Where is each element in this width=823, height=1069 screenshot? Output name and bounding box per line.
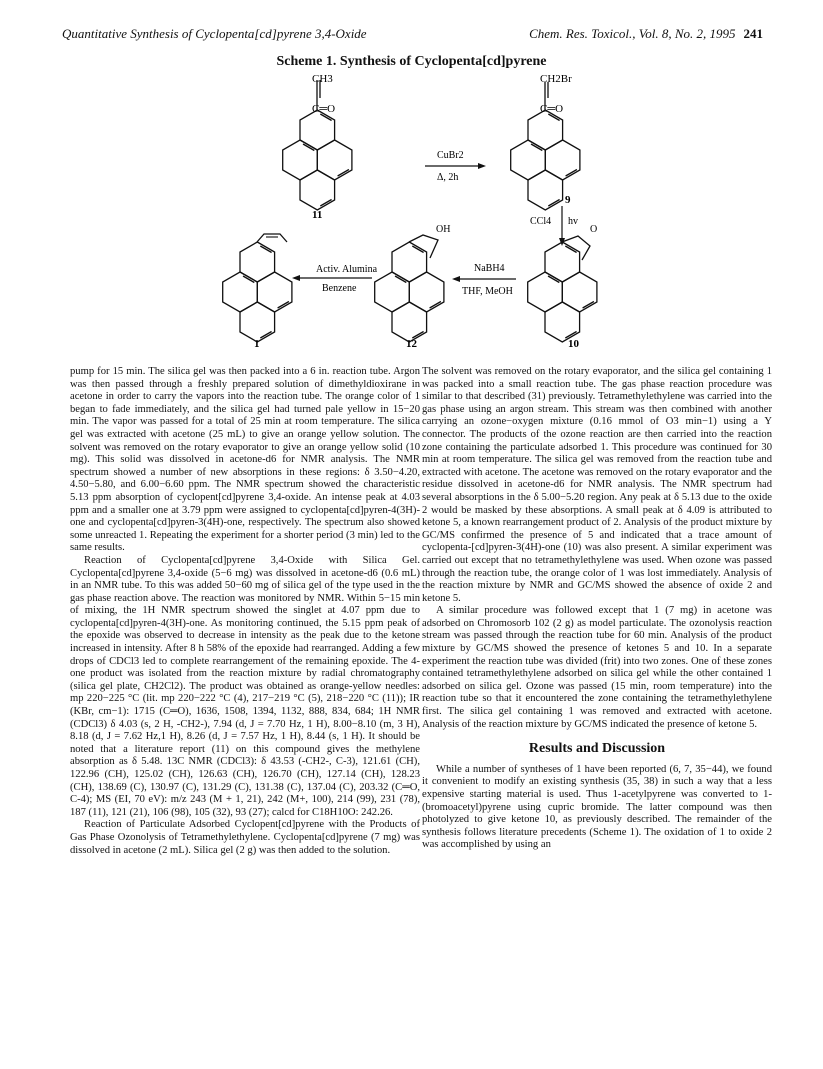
compound-10-structure <box>528 242 597 342</box>
compound-1-structure <box>223 242 292 342</box>
ccl4-label: CCl4 <box>530 216 552 227</box>
compound-9-label: 9 <box>565 194 571 206</box>
co-label-11: C═O <box>312 103 336 115</box>
paragraph: Reaction of Cyclopenta[cd]pyrene 3,4-Oxide with Silica Gel. Cyclopenta[cd]pyrene 3,4-oxide (5−6 mg) was dissolved in acetone-d6 (0.6 mL) in an NMR tube. To this was added 50−60 mg of silica gel of the type used in the gas phase reaction above. The reaction was monitored by NMR. Within 5−15 min of mixing, the 1H NMR spectrum showed the singlet at 4.07 ppm due to cyclopenta[cd]pyren-4(3H)-one. As monitoring continued, the 5.15 ppm peak of the epoxide was observed to decrease in intensity as the peak due to the ketone increased in intensity. After 8 h 58% of the epoxide had rearranged. Adding a few drops of CDCl3 led to complete rearrangement of the remaining epoxide. The 4-one product was isolated from the reaction mixture by radial chromatography (silica gel plate, CH2Cl2). The product was obtained as orange-yellow needles: mp 220−225 °C (lit. mp 220−222 °C (4), 217−219 °C (5), 218−220 °C (11)); IR (KBr, cm−1): 1715 (C═O), 1636, 1508, 1394, 1132, 888, 834, 684; 1H NMR (CDCl3) δ 4.03 (s, 2 H, -CH2-), 7.94 (d, J = 7.70 Hz, 1 H), 8.00−8.10 (m, 3 H), 8.18 (d, J = 7.62 Hz,1 H), 8.26 (d, J = 7.57 Hz, 1 H), 8.44 (s, 1 H). It should be noted that a literature report (11) on this compound gives the methylene absorption as δ 5.48. 13C NMR (CDCl3): δ 43.53 (-CH2-, C-3), 121.61 (CH), 122.96 (CH), 125.02 (CH), 126.63 (CH), 126.70 (CH), 127.14 (CH), 128.23 (CH), 138.69 (C), 130.97 (C), 131.29 (C), 131.38 (C), 137.04 (C), 203.32 (C═O, C-4); MS (EI, 70 eV): m/z 243 (M + 1, 21), 242 (M+, 100), 214 (99), 231 (78), 187 (11), 121 (21), 106 (98), 105 (32), 93 (27); calcd for C18H10O: 242.26. <box>70 554 420 818</box>
section-heading: Results and Discussion <box>528 741 666 757</box>
compound-11-structure <box>283 110 352 210</box>
paragraph: pump for 15 min. The silica gel was then packed into a 6 in. reaction tube. Argon was then passed through a freshly prepared solution of dimethyldioxirane in acetone in order to carry the vapors into the reaction tube. The orange color of 1 began to fade immediately, and the silica gel had turned pale yellow in 15−20 min. The vapor was passed for a total of 25 min at room temperature. The silica gel was extracted with acetone (25 mL) to give an orange yellow solution. The solvent was removed on the rotary evaporator to give an orange yellow solid (10 mg). This solid was dissolved in acetone-d6 for NMR analysis. The NMR spectrum showed a number of new absorptions in these regions: δ 3.50−4.20, 4.50−5.80, and 6.00−6.60 ppm. The NMR spectrum showed the characteristic 5.13 ppm absorption of cyclopent[cd]pyrene 3,4-oxide. An intense peak at 4.03 ppm and a smaller one at 3.79 ppm were assigned to cyclopenta[cd]pyren-4(3H)-one and cyclopenta[cd]pyren-3(4H)-one, respectively. The spectrum also showed some unreacted 1. Repeating the experiment for a shorter period (3 min) led to the same results. <box>70 366 420 554</box>
compound-12-label: 12 <box>406 338 417 350</box>
co-label-9: C═O <box>540 103 564 115</box>
ch3-label: CH3 <box>312 73 333 85</box>
hv-label: hv <box>568 216 578 227</box>
paragraph: A similar procedure was followed except that 1 (7 mg) in acetone was adsorbed on Chromosorb 102 (2 g) as model particulate. The ozonolysis reaction stream was passed through the reaction tube for 60 min. Analysis of the product mixture by GC/MS showed the presence of ketones 5 and 10. In a separate experiment the reaction tube was divided (frit) into two zones. One of these zones contained tetramethylethylene adsorbed on silica gel while the other contained 1 adsorbed on silica gel. Ozone was passed (15 min, room temperature) into the reaction tube so that it encountered the zone containing the tetramethylethylene first. The silica gel containing 1 was removed and extracted with acetone. Analysis of the reaction mixture by GC/MS indicated the presence of ketone 5. <box>422 605 772 730</box>
paragraph: Reaction of Particulate Adsorbed Cyclopent[cd]pyrene with the Products of Gas Phase Ozonolysis of Tetramethylethylene. Cyclopenta[cd]pyrene (7 mg) was dissolved in acetone (2 mL). Silica gel (2 g) was then added to the solution. <box>70 819 420 856</box>
scheme-title: Scheme 1. Synthesis of Cyclopenta[cd]pyrene <box>276 54 547 69</box>
conditions-label: Δ, 2h <box>437 172 459 183</box>
scheme-diagram <box>0 70 823 360</box>
paragraph: The solvent was removed on the rotary evaporator, and the silica gel containing 1 was packed into a small reaction tube. The gas phase reaction procedure was similar to that described (31) previously. Tetramethylethylene was carried into the gas phase using an argon stream. This stream was then combined with another carrying an ozone−oxygen mixture (0.16 mmol of O3 min−1) using a Y connector. The products of the ozone reaction are then carried into the reaction zone containing the particulate adsorbed 1. This procedure was continued for 30 min at room temperature. The silica gel was removed from the reaction tube and extracted with acetone. The acetone was removed on the rotary evaporator and the residue dissolved in acetone-d6 for NMR analysis. The NMR spectrum had several absorptions in the δ 5.00−5.20 region. Any peak at δ 5.13 due to the oxide 2 would be masked by these absorptions. A small peak at δ 4.09 is attributed to ketone 5, a known rearrangement product of 2. Analysis of the product mixture by GC/MS confirmed the presence of 5 and indicated that a trace amount of cyclopenta-[cd]pyren-3(4H)-one (10) was also present. A similar experiment was carried out except that no tetramethylethylene was used. When ozone was passed through the reaction tube, the orange color of 1 was lost immediately. Analysis of the reaction mixture by NMR and GC/MS showed the absence of oxide 2 and ketone 5. <box>422 366 772 604</box>
ch2br-label: CH2Br <box>540 73 572 85</box>
hydroxyl-label: OH <box>436 224 451 235</box>
journal-name: Chem. Res. Toxicol., Vol. 8, No. 2, 1995 <box>529 26 736 41</box>
running-title: Quantitative Synthesis of Cyclopenta[cd]pyrene 3,4-Oxide <box>62 26 367 41</box>
benzene-label: Benzene <box>322 283 357 294</box>
alumina-label: Activ. Alumina <box>316 264 378 275</box>
right-column <box>422 366 772 852</box>
compound-12-structure <box>375 242 444 342</box>
cubr2-label: CuBr2 <box>437 150 464 161</box>
thf-meoh-label: THF, MeOH <box>462 286 513 297</box>
journal-citation <box>529 26 763 42</box>
compound-1-label: 1 <box>254 338 260 350</box>
left-column <box>70 366 420 857</box>
paragraph: While a number of syntheses of 1 have been reported (6, 7, 35−44), we found it convenient to modify an existing synthesis (35, 38) in such a way that a less expensive starting material is used. Thus 1-acetylpyrene was converted to 1-(bromoacetyl)pyrene using cupric bromide. The latter compound was then photolyzed to give ketone 10, as previously described. The remainder of the synthesis follows literature precedents (Scheme 1). The oxidation of 1 to oxide 2 was accomplished by using an <box>422 763 772 851</box>
page-number: 241 <box>743 26 763 41</box>
compound-10-label: 10 <box>568 338 579 350</box>
compound-11-label: 11 <box>312 209 323 221</box>
oxo-label: O <box>590 224 598 235</box>
nabh4-label: NaBH4 <box>474 263 505 274</box>
